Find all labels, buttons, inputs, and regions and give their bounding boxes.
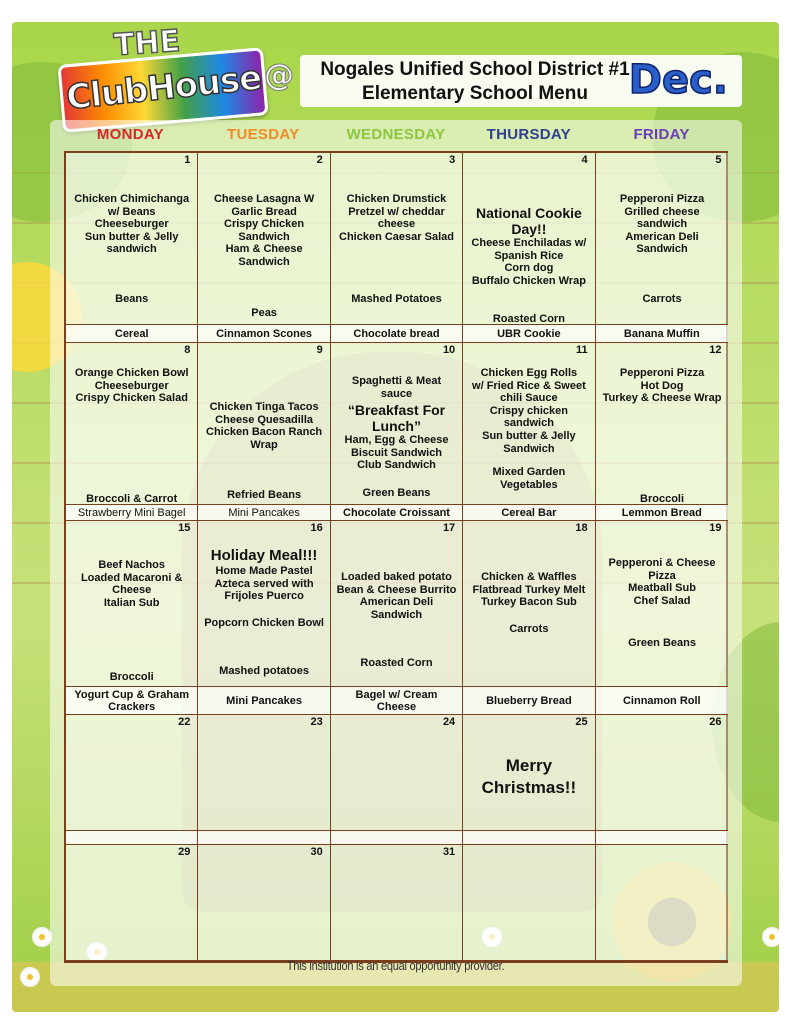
flower-icon — [32, 927, 52, 947]
day-cell-tuesday — [198, 715, 330, 831]
date-number: 24 — [442, 716, 456, 728]
day-tuesday: TUESDAY — [226, 126, 300, 143]
entree-list: Spaghetti & Meat sauce — [351, 375, 442, 400]
entree-list: Chicken Drumstick Pretzel w/ cheddar cheese Chicken Caesar Salad — [339, 193, 454, 243]
day-cell-thursday — [463, 715, 595, 831]
breakfast-item-wednesday: Chocolate Croissant — [331, 505, 463, 521]
entree-list: Orange Chicken Bowl Cheeseburger Crispy Chicken Salad — [74, 367, 189, 405]
special-event: National Cookie Day!! — [475, 205, 582, 237]
day-cell-friday — [596, 715, 729, 831]
day-cell-monday — [66, 715, 198, 831]
date-number: 15 — [178, 522, 191, 534]
entree-list: Cheese Lasagna W Garlic Bread Crispy Chicken Sandwich Ham & Cheese Sandwich — [213, 193, 315, 268]
date-number: 30 — [310, 846, 323, 858]
special-event: Holiday Meal!!! — [210, 547, 318, 564]
entree-list: Chicken Chimichanga w/ Beans Cheeseburger Sun butter & Jelly sandwich — [74, 193, 190, 256]
day-cell-wednesday — [331, 521, 463, 687]
logo-at-symbol: @ — [264, 58, 294, 93]
day-cell-tuesday — [198, 845, 330, 961]
side-dish: Roasted Corn — [360, 657, 433, 669]
side-dish: Broccoli — [640, 493, 685, 505]
breakfast-item-monday: Cereal — [66, 325, 198, 343]
logo-clubhouse-text: ClubHouse — [64, 57, 264, 119]
entree-list: Pepperoni Pizza Hot Dog Turkey & Cheese Wrap — [602, 367, 722, 405]
breakfast-item-thursday: Cereal Bar — [463, 505, 595, 521]
day-friday: FRIDAY — [633, 126, 690, 143]
menu-calendar-grid — [64, 151, 728, 963]
entree-list-2: Carrots — [509, 623, 549, 635]
title-box — [300, 55, 742, 107]
flower-icon — [20, 967, 40, 987]
day-cell-thursday — [463, 153, 595, 325]
side-dish: Broccoli — [109, 671, 154, 683]
breakfast-item-thursday: UBR Cookie — [463, 325, 595, 343]
logo-the-text: THE — [112, 23, 182, 64]
date-number: 9 — [316, 344, 323, 356]
date-number: 31 — [442, 846, 456, 858]
side-dish: Roasted Corn — [492, 313, 565, 325]
menu-title: Elementary School Menu — [362, 83, 588, 104]
month-label: Dec. — [628, 57, 728, 103]
breakfast-item-wednesday: Bagel w/ Cream Cheese — [331, 687, 463, 715]
breakfast-item-tuesday: Cinnamon Scones — [198, 325, 330, 343]
day-cell-friday — [596, 153, 729, 325]
breakfast-item-thursday: Blueberry Bread — [463, 687, 595, 715]
date-number: 16 — [310, 522, 323, 534]
entree-list-2: Popcorn Chicken Bowl — [204, 617, 324, 629]
holiday-greeting: Merry Christmas!! — [481, 756, 577, 797]
side-dish: Refried Beans — [227, 489, 302, 501]
breakfast-item-thursday — [463, 831, 595, 845]
district-title: Nogales Unified School District #1 — [320, 59, 630, 80]
day-cell-friday — [596, 845, 729, 961]
side-dish: Carrots — [642, 293, 682, 305]
day-cell-wednesday — [331, 153, 463, 325]
day-wednesday: WEDNESDAY — [346, 126, 446, 143]
day-cell-monday — [66, 153, 198, 325]
breakfast-item-friday: Lemmon Bread — [596, 505, 728, 521]
side-dish: Mixed Garden Vegetables — [492, 466, 566, 491]
date-number: 17 — [442, 522, 456, 534]
date-number: 12 — [709, 344, 722, 356]
entree-list-2: Ham, Egg & Cheese Biscuit Sandwich Club Sandwich — [344, 434, 449, 472]
side-dish: Green Beans — [362, 487, 431, 499]
date-number: 8 — [184, 344, 191, 356]
day-monday: MONDAY — [96, 126, 164, 143]
entree-list: Loaded baked potato Bean & Cheese Burrito American Deli Sandwich — [336, 571, 457, 621]
breakfast-item-tuesday: Mini Pancakes — [198, 687, 330, 715]
date-number: 25 — [575, 716, 588, 728]
entree-list: Chicken & Waffles Flatbread Turkey Melt Turkey Bacon Sub — [472, 571, 586, 609]
breakfast-item-monday: Yogurt Cup & Graham Crackers — [66, 687, 198, 715]
day-cell-monday — [66, 521, 198, 687]
entree-list: Pepperoni Pizza Grilled cheese sandwich American Deli Sandwich — [619, 193, 705, 256]
weekday-header — [64, 126, 728, 148]
side-dish: Broccoli & Carrot — [86, 493, 178, 505]
side-dish: Mashed Potatoes — [351, 293, 442, 305]
breakfast-item-tuesday: Mini Pancakes — [198, 505, 330, 521]
special-event: “Breakfast For Lunch” — [347, 402, 446, 435]
side-dish: Peas — [251, 307, 277, 319]
date-number: 2 — [316, 154, 323, 166]
clubhouse-logo — [56, 23, 268, 126]
entree-list: Pepperoni & Cheese Pizza Meatball Sub Chef Salad — [608, 557, 716, 607]
day-cell-tuesday — [198, 521, 330, 687]
day-cell-thursday — [463, 521, 595, 687]
date-number: 29 — [178, 846, 191, 858]
date-number: 11 — [575, 344, 588, 356]
entree-list: Chicken Tinga Tacos Cheese Quesadilla Chicken Bacon Ranch Wrap — [206, 401, 323, 451]
day-cell-thursday — [463, 343, 595, 505]
breakfast-item-tuesday — [198, 831, 330, 845]
date-number: 10 — [442, 344, 456, 356]
date-number: 3 — [449, 154, 456, 166]
day-cell-wednesday — [331, 845, 463, 961]
flower-icon — [762, 927, 779, 947]
breakfast-item-wednesday — [331, 831, 463, 845]
breakfast-item-friday — [596, 831, 728, 845]
day-cell-friday — [596, 521, 729, 687]
breakfast-item-wednesday: Chocolate bread — [331, 325, 463, 343]
date-number: 18 — [575, 522, 588, 534]
entree-list: Beef Nachos Loaded Macaroni & Cheese Italian Sub — [80, 559, 183, 609]
date-number: 4 — [581, 154, 588, 166]
entree-list: Chicken Egg Rolls w/ Fried Rice & Sweet chili Sauce Crispy chicken sandwich Sun butter & Jelly Sandwich — [472, 367, 586, 455]
day-cell-thursday — [463, 845, 595, 961]
day-cell-monday — [66, 343, 198, 505]
side-dish: Mashed potatoes — [219, 665, 310, 677]
breakfast-item-monday — [66, 831, 198, 845]
day-cell-wednesday — [331, 715, 463, 831]
day-thursday: THURSDAY — [486, 126, 571, 143]
date-number: 1 — [184, 154, 191, 166]
entree-list: Home Made Pastel Azteca served with Frijoles Puerco — [214, 565, 314, 603]
date-number: 23 — [310, 716, 323, 728]
date-number: 19 — [709, 522, 722, 534]
side-dish: Beans — [115, 293, 149, 305]
equal-opportunity-notice: This institution is an equal opportunity provider. — [286, 958, 505, 973]
day-cell-tuesday — [198, 343, 330, 505]
breakfast-item-monday: Strawberry Mini Bagel — [66, 505, 198, 521]
day-cell-friday — [596, 343, 729, 505]
entree-list: Cheese Enchiladas w/ Spanish Rice Corn dog Buffalo Chicken Wrap — [471, 237, 587, 287]
entree-list-2: Green Beans — [628, 637, 696, 649]
breakfast-item-friday: Banana Muffin — [596, 325, 728, 343]
date-number: 26 — [709, 716, 722, 728]
day-cell-wednesday — [331, 343, 463, 505]
day-cell-tuesday — [198, 153, 330, 325]
breakfast-item-friday: Cinnamon Roll — [596, 687, 728, 715]
date-number: 5 — [715, 154, 722, 166]
date-number: 22 — [178, 716, 191, 728]
day-cell-monday — [66, 845, 198, 961]
